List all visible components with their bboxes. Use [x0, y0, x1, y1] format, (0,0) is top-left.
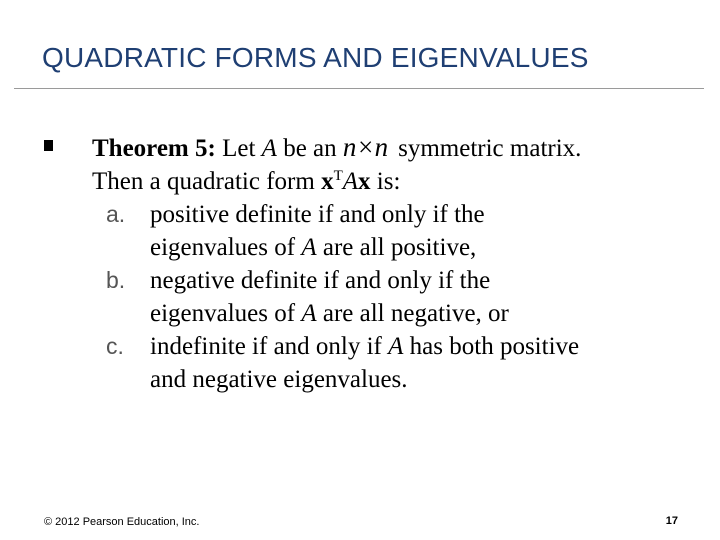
- page-number: 17: [665, 515, 678, 527]
- variable-a: A: [342, 168, 359, 195]
- item-text: negative definite if and only if the: [150, 267, 491, 294]
- vector-x: x: [321, 168, 334, 195]
- transpose-mark: T: [333, 168, 343, 184]
- item-text: eigenvalues of A are all positive,: [150, 234, 477, 261]
- title-divider: [14, 88, 704, 89]
- theorem-label: Theorem 5:: [92, 135, 216, 162]
- vector-x: x: [358, 168, 371, 195]
- item-text: eigenvalues of A are all negative, or: [150, 300, 509, 327]
- list-marker: b.: [106, 267, 126, 293]
- list-item: [92, 198, 692, 264]
- theorem-text: symmetric matrix.: [398, 135, 582, 162]
- theorem-text: is:: [370, 168, 401, 195]
- theorem-text: Then a quadratic form: [92, 168, 322, 195]
- list-item: [92, 330, 692, 396]
- list-item: [92, 264, 692, 330]
- variable-a: A: [261, 135, 277, 162]
- slide-title: QUADRATIC FORMS AND EIGENVALUES: [42, 42, 589, 73]
- theorem-line-2: [92, 165, 692, 198]
- item-text: indefinite if and only if A has both positive: [150, 333, 580, 360]
- list-marker: c.: [106, 333, 124, 359]
- theorem-body: [92, 131, 692, 396]
- theorem-line-1: [92, 131, 692, 165]
- bullet-square-icon: [44, 140, 53, 151]
- item-text: and negative eigenvalues.: [150, 366, 408, 393]
- item-text: positive definite if and only if the: [150, 201, 485, 228]
- theorem-text: be an: [276, 135, 343, 162]
- theorem-text: Let: [215, 135, 262, 162]
- list-marker: a.: [106, 201, 126, 227]
- matrix-size: n×n: [342, 132, 389, 162]
- copyright-footer: © 2012 Pearson Education, Inc.: [44, 516, 200, 528]
